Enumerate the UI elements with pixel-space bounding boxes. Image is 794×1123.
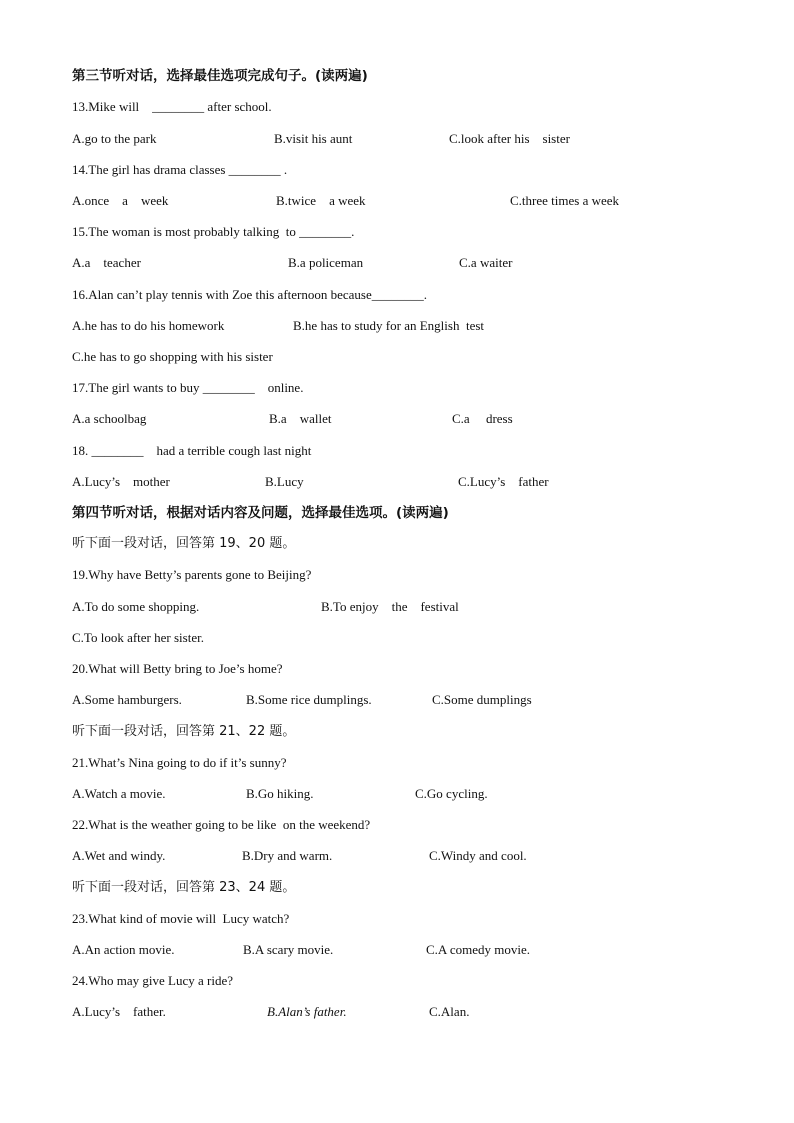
option-a: A.Lucy’s mother [72, 474, 170, 489]
question-19-options [72, 597, 752, 617]
option-b: B.visit his aunt [274, 131, 353, 146]
option-a: A.go to the park [72, 131, 157, 146]
question-21-stem: 21.What’s Nina going to do if it’s sunny? [72, 755, 287, 770]
option-a: A.Watch a movie. [72, 786, 166, 801]
option-a: A.Lucy’s father. [72, 1004, 166, 1019]
option-c: C.a dress [452, 411, 513, 426]
option-a: A.To do some shopping. [72, 599, 200, 614]
question-20-stem: 20.What will Betty bring to Joe’s home? [72, 661, 283, 676]
question-15-stem: 15.The woman is most probably talking to ________. [72, 224, 355, 239]
question-19-option-c-line [72, 628, 752, 648]
option-b: B.A scary movie. [243, 942, 334, 957]
question-23-stem: 23.What kind of movie will Lucy watch? [72, 911, 290, 926]
group-2-intro: 听下面一段对话，回答第 21、22 题。 [72, 724, 296, 739]
question-16-option-c-line [72, 347, 752, 367]
option-c: C.A comedy movie. [426, 942, 530, 957]
option-b: B.Dry and warm. [242, 848, 333, 863]
section-4-heading: 第四节听对话，根据对话内容及问题，选择最佳选项。(读两遍) [72, 505, 449, 521]
option-c: C.three times a week [510, 193, 620, 208]
question-17-stem: 17.The girl wants to buy ________ online. [72, 380, 304, 395]
option-b: B.he has to study for an English test [293, 318, 485, 333]
option-a: A.Wet and windy. [72, 848, 166, 863]
option-b: B.a policeman [288, 255, 364, 270]
group-3-intro: 听下面一段对话，回答第 23、24 题。 [72, 880, 296, 895]
option-b: B.twice a week [276, 193, 366, 208]
group-1-intro: 听下面一段对话，回答第 19、20 题。 [72, 536, 296, 551]
question-24-stem: 24.Who may give Lucy a ride? [72, 973, 233, 988]
question-15-options [72, 253, 752, 273]
option-a: A.a teacher [72, 255, 141, 270]
option-b: B.Some rice dumplings. [246, 692, 372, 707]
question-23-options [72, 940, 752, 960]
option-c: C.Windy and cool. [429, 848, 527, 863]
option-a: A.An action movie. [72, 942, 175, 957]
question-22-options [72, 846, 752, 866]
option-a: A.Some hamburgers. [72, 692, 182, 707]
option-c: C.Lucy’s father [458, 474, 549, 489]
question-19-stem: 19.Why have Betty’s parents gone to Beijing? [72, 567, 312, 582]
option-c: C.Some dumplings [432, 692, 532, 707]
question-13-stem: 13.Mike will ________ after school. [72, 99, 272, 114]
question-13-options [72, 129, 752, 149]
option-c: C.To look after her sister. [72, 630, 204, 645]
option-a: A.he has to do his homework [72, 318, 225, 333]
option-a: A.once a week [72, 193, 169, 208]
question-17-options [72, 409, 752, 429]
question-14-stem: 14.The girl has drama classes ________ . [72, 162, 288, 177]
question-20-options [72, 690, 752, 710]
question-16-stem: 16.Alan can’t play tennis with Zoe this afternoon because________. [72, 287, 428, 302]
option-b: B.Lucy [265, 474, 304, 489]
option-b: B.Go hiking. [246, 786, 314, 801]
option-c: C.Go cycling. [415, 786, 488, 801]
option-c: C.Alan. [429, 1004, 470, 1019]
question-24-options [72, 1002, 752, 1022]
question-14-options [72, 191, 752, 211]
section-3-heading: 第三节听对话，选择最佳选项完成句子。(读两遍) [72, 68, 368, 84]
option-c: C.look after his sister [449, 131, 570, 146]
option-b: B.a wallet [269, 411, 332, 426]
question-22-stem: 22.What is the weather going to be like on the weekend? [72, 817, 371, 832]
option-c: C.a waiter [459, 255, 513, 270]
question-21-options [72, 784, 752, 804]
option-b: B.Alan’s father. [267, 1004, 347, 1019]
question-16-options [72, 316, 752, 336]
question-18-stem: 18. ________ had a terrible cough last night [72, 443, 312, 458]
option-a: A.a schoolbag [72, 411, 147, 426]
question-18-options [72, 472, 752, 492]
option-b: B.To enjoy the festival [321, 599, 459, 614]
option-c: C.he has to go shopping with his sister [72, 349, 273, 364]
